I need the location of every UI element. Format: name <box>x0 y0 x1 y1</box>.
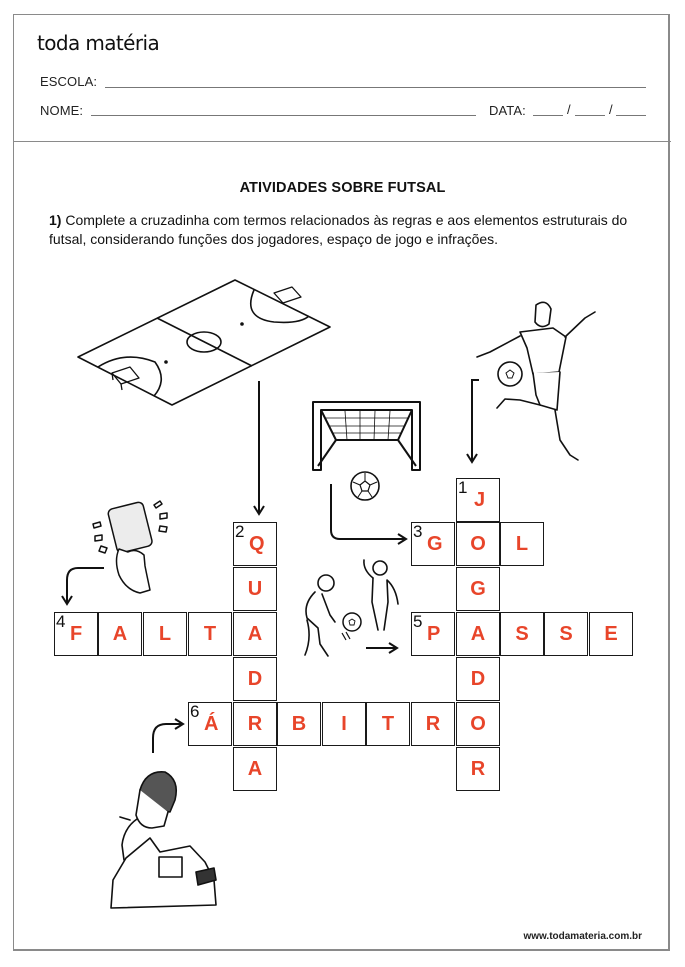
crossword-cell-1-5[interactable]: D <box>456 657 500 701</box>
crossword-cell-2-3[interactable]: A <box>233 612 277 656</box>
school-label: ESCOLA: <box>40 74 98 89</box>
clue-number-6: 6 <box>190 702 200 721</box>
crossword-cell-4-4[interactable]: T <box>188 612 232 656</box>
crossword-cell-5-4[interactable]: S <box>544 612 588 656</box>
logo: toda matéria <box>37 31 160 55</box>
crossword-cell-4-2[interactable]: A <box>98 612 142 656</box>
clue-number-3: 3 <box>413 522 423 541</box>
date-separator: / <box>567 102 571 117</box>
crossword-cell-2-4[interactable]: D <box>233 657 277 701</box>
crossword-cell-5-5[interactable]: E <box>589 612 633 656</box>
clue-number-4: 4 <box>56 612 66 631</box>
crossword-cell-3-1[interactable]: 3 G <box>411 522 455 566</box>
clue-number-2: 2 <box>235 522 245 541</box>
crossword-cell-1-6[interactable]: O <box>456 702 500 746</box>
crossword-cell-6-3[interactable]: B <box>277 702 321 746</box>
question-number: 1) <box>49 212 62 228</box>
crossword-cell-1-3[interactable]: G <box>456 567 500 611</box>
crossword-cell-1-2[interactable]: O <box>456 522 500 566</box>
crossword-cell-6-4[interactable]: I <box>322 702 366 746</box>
instruction-text: Complete a cruzadinha com termos relacionados às regras e aos elementos estruturais do futsal, considerando funções dos jogadores, espaço de jogo e infrações. <box>49 212 628 247</box>
crossword-cell-6-6[interactable]: R <box>411 702 455 746</box>
worksheet-title: ATIVIDADES SOBRE FUTSAL <box>239 180 446 196</box>
crossword-cell-6-5[interactable]: T <box>366 702 410 746</box>
crossword-cell-2-2[interactable]: U <box>233 567 277 611</box>
date-separator: / <box>609 102 613 117</box>
crossword-cell-1-4[interactable]: A <box>456 612 500 656</box>
footer-url: www.todamateria.com.br <box>523 931 642 942</box>
clue-number-5: 5 <box>413 612 423 631</box>
crossword-cell-2-1[interactable]: 2 Q <box>233 522 277 566</box>
crossword-cell-4-3[interactable]: L <box>143 612 187 656</box>
crossword-cell-2-6[interactable]: A <box>233 747 277 791</box>
crossword-cell-3-3[interactable]: L <box>500 522 544 566</box>
clue-number-1: 1 <box>458 478 468 497</box>
name-label: NOME: <box>40 103 84 118</box>
crossword-cell-1-1[interactable]: 1 J <box>456 478 500 522</box>
crossword-cell-5-1[interactable]: 5 P <box>411 612 455 656</box>
crossword-cell-4-1[interactable]: 4 F <box>54 612 98 656</box>
date-label: DATA: <box>489 103 526 118</box>
crossword-cell-2-5[interactable]: R <box>233 702 277 746</box>
crossword-cell-5-3[interactable]: S <box>500 612 544 656</box>
crossword-cell-6-1[interactable]: 6 Á <box>188 702 232 746</box>
crossword-cell-1-7[interactable]: R <box>456 747 500 791</box>
